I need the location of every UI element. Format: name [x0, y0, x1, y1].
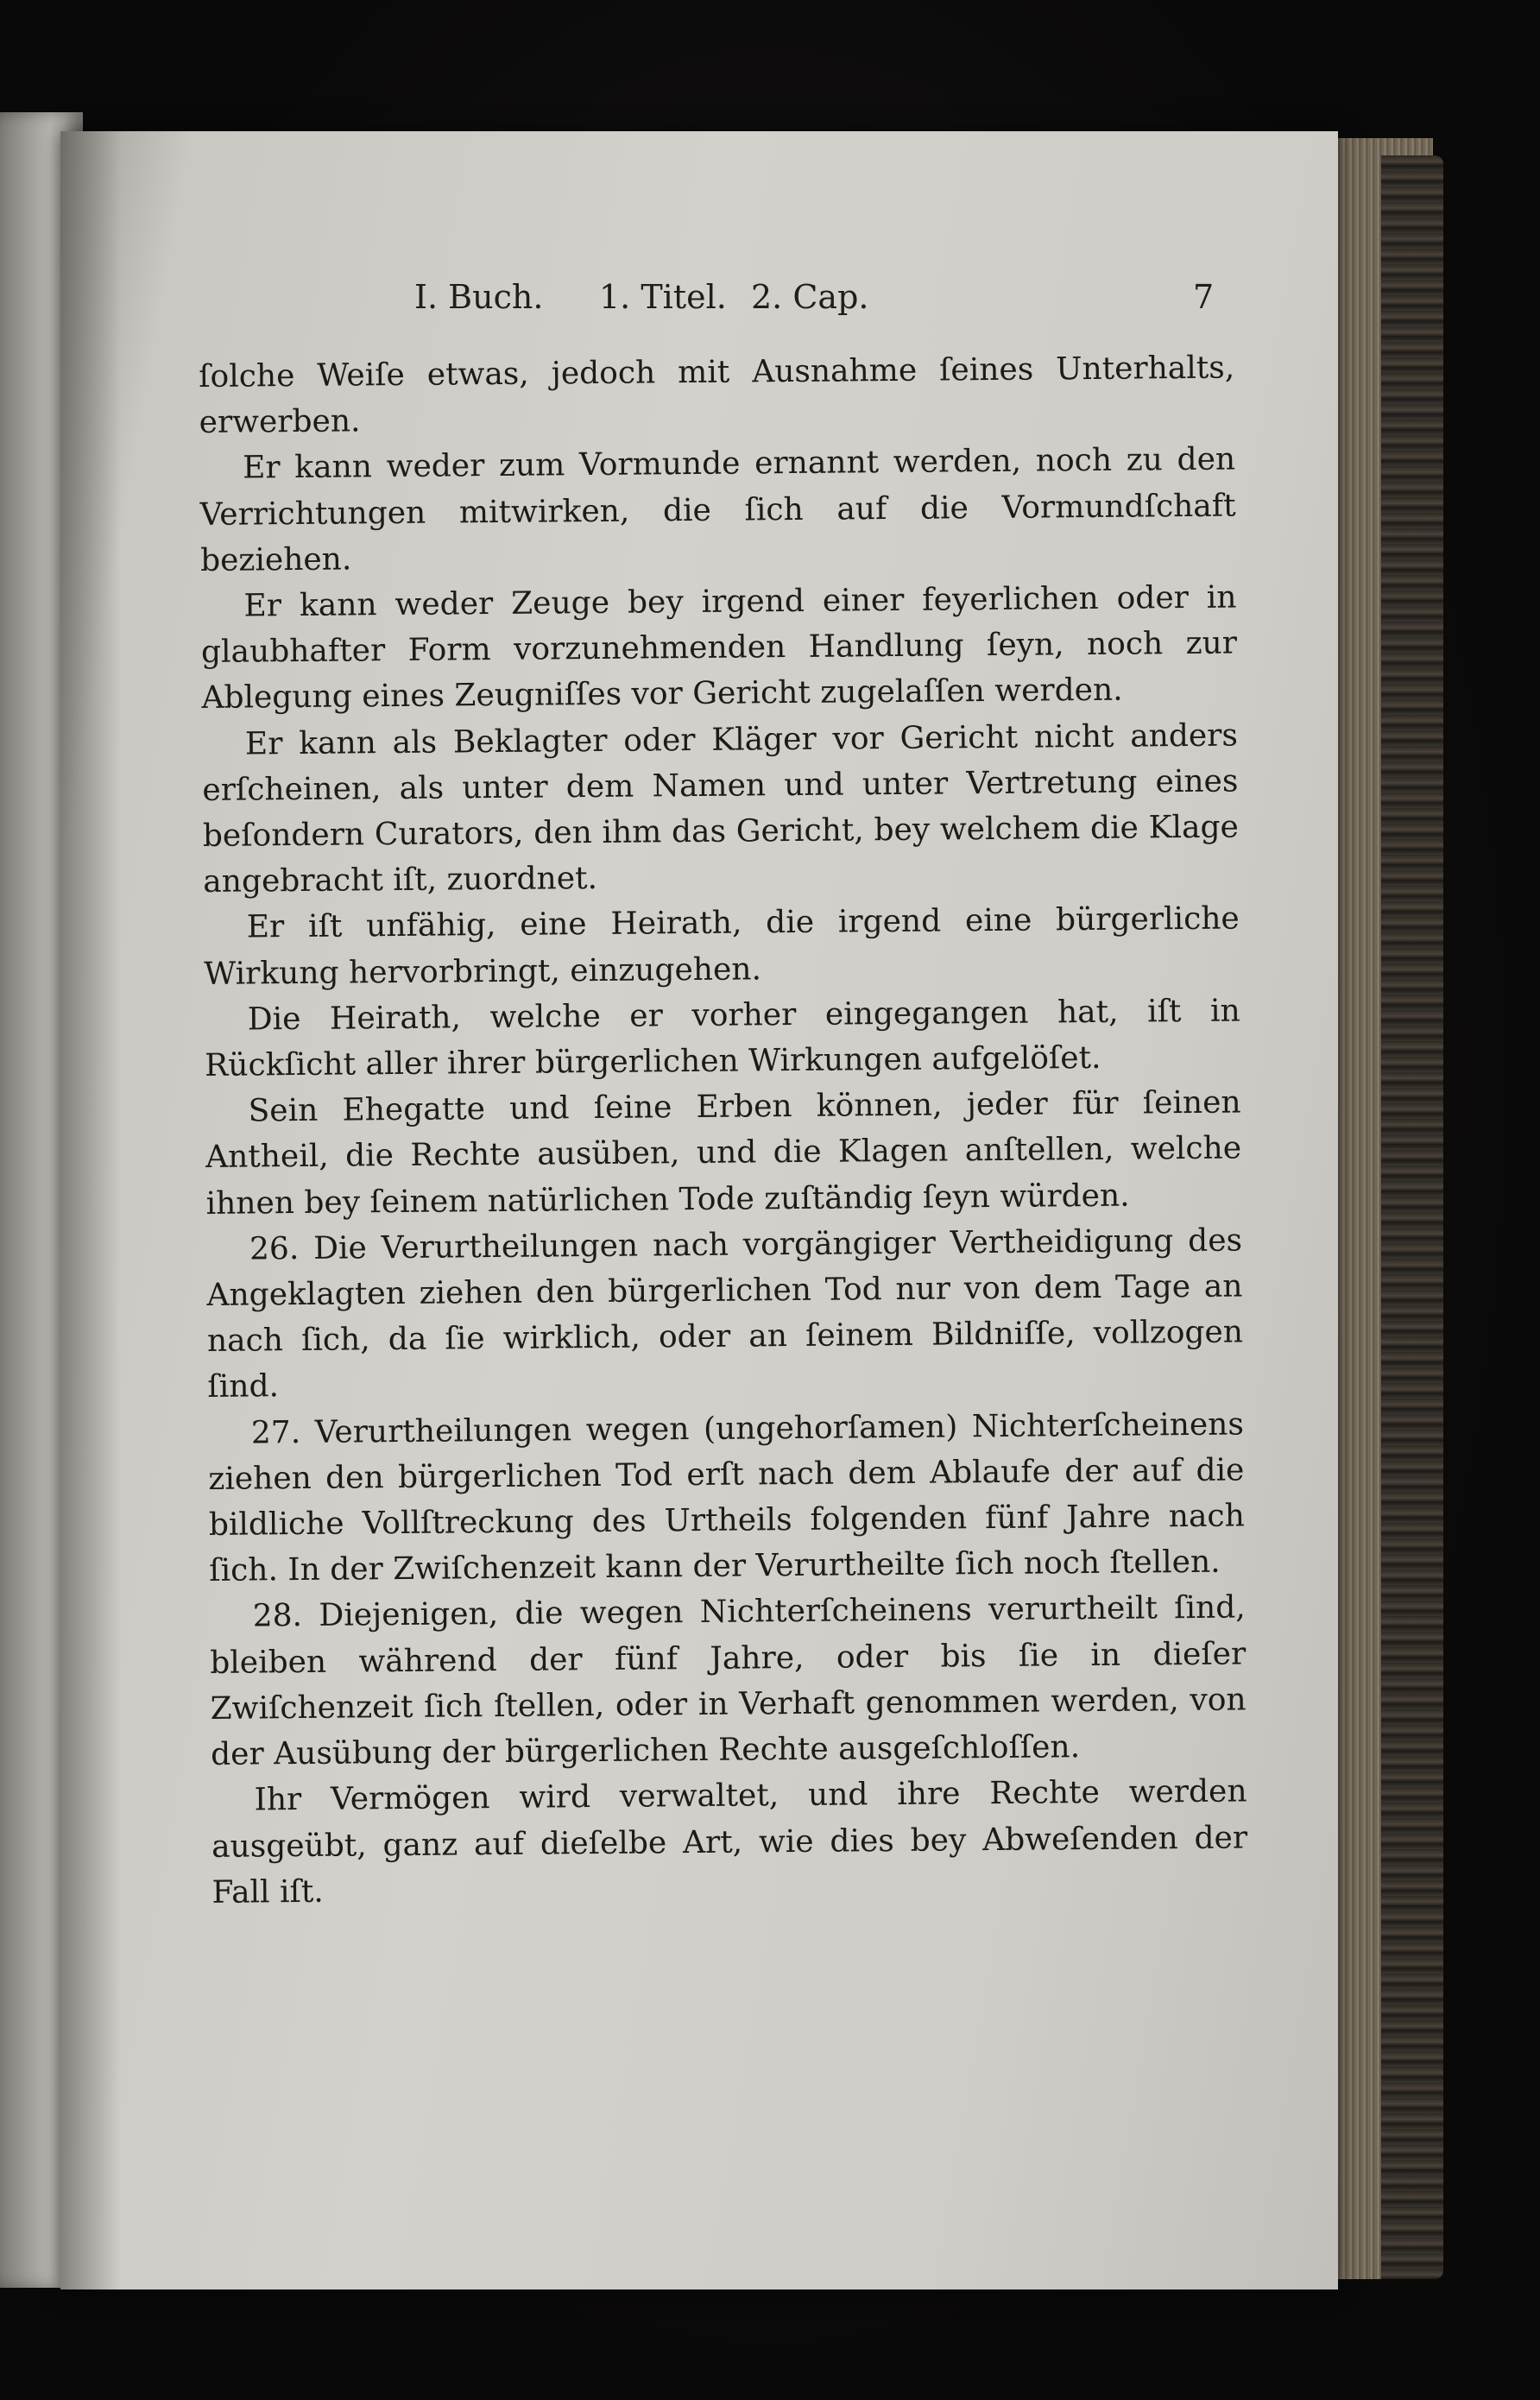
header-title: 1. Titel. [599, 278, 727, 316]
paragraph: Ihr Vermögen wird verwaltet, und ihre Rechte werden ausgeübt, ganz auf dieſelbe Art, wie dies bey Abweſenden der Fall iſt. [211, 1773, 1248, 1911]
paragraph-article-26: 26. Die Verurtheilungen nach vorgängiger Vertheidigung des Angeklagten ziehen den bürgerlichen Tod nur von dem Tage an nach ſich, da ſie wirklich, oder an ſeinem Bildniſſe, vollzogen ſind. [206, 1222, 1244, 1405]
paragraph: Er kann weder Zeuge bey irgend einer feyerlichen oder in glaubhafter Form vorzunehmenden Handlung ſeyn, noch zur Ablegung eines Zeugniſſes vor Gericht zugelaſſen werden. [200, 579, 1238, 717]
book-cover-edge [1381, 155, 1443, 2279]
page-gutter-shadow [60, 131, 121, 2289]
paragraph: ſolche Weiſe etwas, jedoch mit Ausnahme ſeines Unterhalts, erwerben. [199, 350, 1235, 441]
body-text [199, 345, 1248, 1916]
paragraph: Die Heirath, welche er vorher eingegangen hat, iſt in Rückſicht aller ihrer bürgerlichen Wirkungen aufgelöſet. [205, 993, 1240, 1084]
running-header [199, 278, 1252, 347]
header-book: I. Buch. [414, 278, 544, 316]
paragraph: Sein Ehegatte und ſeine Erben können, jeder für ſeinen Antheil, die Rechte ausüben, und die Klagen anſtellen, welche ihnen bey ſeinem natürlichen Tode zuſtändig ſeyn würden. [205, 1084, 1242, 1222]
book-page [60, 131, 1338, 2289]
paragraph: Er kann weder zum Vormunde ernannt werden, noch zu den Verrichtungen mitwirken, die ſich auf die Vormundſchaft beziehen. [199, 441, 1236, 578]
paragraph: Er kann als Beklagter oder Kläger vor Gericht nicht anders erſcheinen, als unter dem Namen und unter Vertretung eines beſondern Curators, den ihm das Gericht, bey welchem die Klage angebracht iſt, zuordnet. [202, 717, 1240, 900]
page-number: 7 [1193, 278, 1215, 316]
paragraph: Er iſt unfähig, eine Heirath, die irgend eine bürgerliche Wirkung hervorbringt, einzugehen. [204, 900, 1240, 992]
header-chapter: 2. Cap. [751, 278, 869, 316]
paragraph-article-27: 27. Verurtheilungen wegen (ungehorſamen) Nichterſcheinens ziehen den bürgerlichen Tod erſt nach dem Ablaufe der auf die bildliche Vollſtreckung des Urtheils folgenden fünf Jahre nach ſich. In der Zwiſchenzeit kann der Verurtheilte ſich noch ſtellen. [208, 1406, 1245, 1589]
paragraph-article-28: 28. Diejenigen, die wegen Nichterſcheinens verurtheilt ſind, bleiben während der fünf Jahre, oder bis ſie in dieſer Zwiſchenzeit ſich ſtellen, oder in Verhaft genommen werden, von der Ausübung der bürgerlichen Rechte ausgeſchloſſen. [210, 1589, 1247, 1773]
